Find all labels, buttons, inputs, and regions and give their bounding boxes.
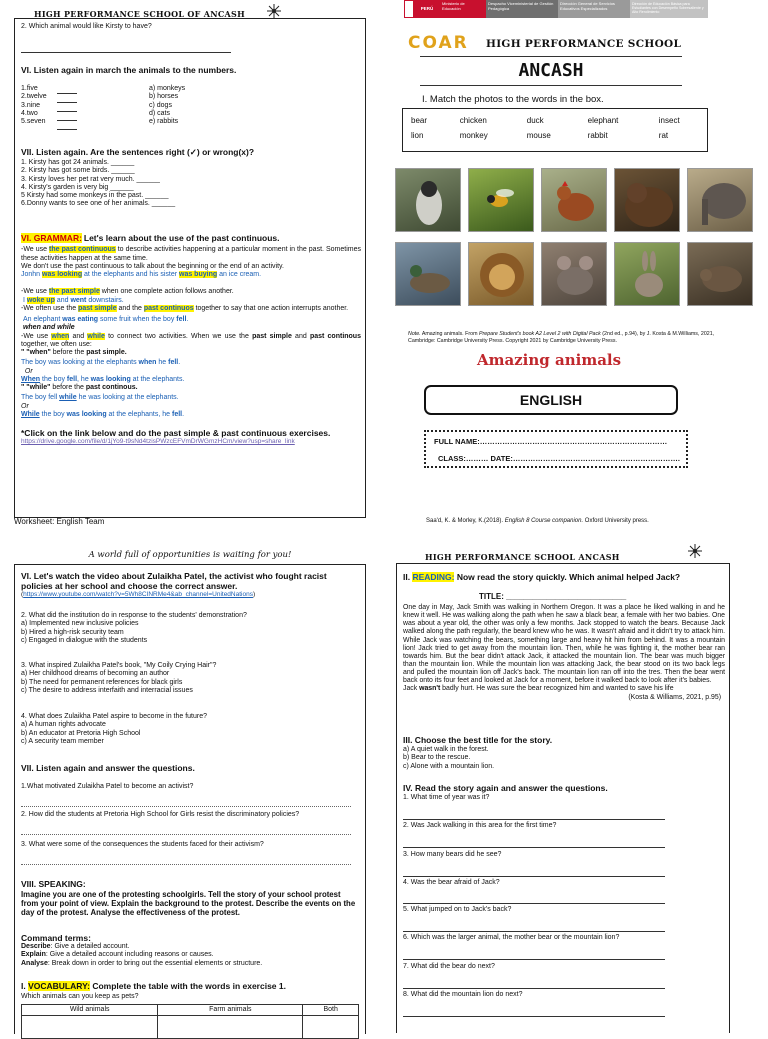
- school-title: HIGH PERFORMANCE SCHOOL: [486, 38, 682, 50]
- section-3-title: III. Choose the best title for the story.: [403, 735, 553, 745]
- section-6-video-title: VI. Let's watch the video about Zulaikha Patel, the activist who fought racist policies at her school and choose the correct answer.: [21, 571, 327, 592]
- bottom-left-page-frame: [14, 564, 366, 1034]
- rq-4: 4. Was the bear afraid of Jack?: [403, 879, 500, 886]
- answer-line[interactable]: [403, 846, 665, 848]
- animal-item: b) horses: [149, 93, 179, 101]
- mcq-3: 3. What inspired Zulaikha Patel's book, "My Coily Crying Hair"? a) Her childhood dreams of becoming an author b) The need for permanent references for black girls c) The desire to address interfaith and interracial issues: [21, 662, 217, 694]
- photo-monkey: [395, 168, 461, 232]
- worksheet-footer: Worksheet: English Team: [14, 517, 105, 526]
- word-rabbit: rabbit: [587, 131, 608, 141]
- option[interactable]: c) A security team member: [21, 737, 104, 745]
- photo-bear: [614, 168, 680, 232]
- photo-elephant: [687, 168, 753, 232]
- title-options: [403, 746, 494, 771]
- vocabulary-title: I. VOCABULARY: Complete the table with the words in exercise 1.: [21, 981, 286, 991]
- grammar-section: VI. GRAMMAR: Let's learn about the use of the past continuous. -We use the past continuous to describe activities happening at a particular moment in the past. Sometimes these activities happen at the same time. We don't use the past continuous to talk about the beginning or the end of an activity. Jonhn was looking at the elephants and his sister was buying an ice cream. -We use the past simple when one complete action follows another. I woke up and went downstairs. -We often use the past simple and the past continuos together to say that one action interrupts another. An elephant was eating some fruit when the boy fell. when and while -We use when and while to connect two activities. When we use the past simple and past continous together, we often use: " "when" before the past simple. The boy was looking at the elephants when he fell. Or When the boy fell, he was looking at the elephants. " "while" before the past continous. The boy fell while he was looking at the elephants. Or While the boy was looking at the elephants, he fell. *Click on the link below and do the past simple & past continuous exercises. https://drive.google.com/file/d/1jYo9-t9sNd4tzisPWzcEFVmDrWGmzHCm/view?usp=share_link: [21, 233, 361, 446]
- mcq-4: 4. What does Zulaikha Patel aspire to become in the future? a) A human rights advocate b) An educator at Pretoria High School c) A security team member: [21, 713, 207, 745]
- option[interactable]: c) Alone with a mountain lion.: [403, 762, 495, 770]
- number-item: 4.two: [21, 109, 38, 117]
- rq-5: 5. What jumped on to Jack's back?: [403, 906, 512, 913]
- option[interactable]: b) Hired a high-risk security team: [21, 628, 124, 636]
- sentence-item: 2. Kirsty has got some birds. ______: [21, 167, 135, 175]
- ornament-icon: [688, 544, 702, 558]
- answer-line[interactable]: [403, 818, 665, 820]
- exercise-link[interactable]: https://drive.google.com/file/d/1jYo9-t9sNd4tzisPWzcEFVmDrWGmzHCm/view?usp=share_link: [21, 438, 295, 446]
- option[interactable]: c) Engaged in dialogue with the students: [21, 636, 148, 644]
- open-q-2: 2. How did the students at Pretoria High School for Girls resist the discriminatory policies?: [21, 811, 300, 818]
- rq-8: 8. What did the mountain lion do next?: [403, 991, 523, 998]
- word-mouse: mouse: [526, 131, 551, 141]
- word-lion: lion: [411, 131, 424, 141]
- table-cell[interactable]: [158, 1016, 303, 1039]
- full-name-field[interactable]: FULL NAME:…………………………………………………………………: [434, 437, 668, 446]
- table-cell[interactable]: [22, 1016, 158, 1039]
- vocab-table: [21, 1004, 359, 1039]
- option[interactable]: a) Implemented new inclusive policies: [21, 620, 139, 628]
- answer-line[interactable]: [21, 833, 351, 835]
- photo-chicken: [541, 168, 607, 232]
- amazing-animals-title: Amazing animals: [476, 351, 622, 369]
- sentence-item: 3. Kirsty loves her pet rat very much. ______: [21, 175, 160, 183]
- word-box: [402, 108, 708, 152]
- table-header: Farm animals: [158, 1005, 303, 1016]
- blank-lines[interactable]: [57, 85, 77, 130]
- story-text: One day in May, Jack Smith was walking in Northern Oregon. It was a place he liked walking in and he knew it well. He was walking along the path when he saw a black bear, a female with her two babies. One was about a year old, the other was only a few months. Jack stopped to watch the bears. Because Jack walked along the path regularly, the beard knew who he was. It wasn't afraid and it didn't try to attack him. While Jack was watching the bears, something large and heavy hit him from behind. It was a mountain lion! Jack tried to get away from the mountain lion. Then, while he was fighting it, the mother bear ran towards him. But the bear didn't attack Jack, it attacked the mountain lion. The bear was much bigger than the mountain lion. While the mountain lion was attacking Jack, the bear stood on its two back legs and pulled the mountain lion off Jack's back. The mountain lion ran off into the tres. Then the bear went back onto its four feet and looked at Jack for a moment, before it walked back to look after it's babies. Jack wasn't badly hurt. He was sure the bear recognized him and wanted to save his life (Kosta & Williams, 2021, p.95): [403, 604, 725, 701]
- answer-line[interactable]: [403, 1015, 665, 1017]
- bottom-right-page-frame: [396, 563, 730, 1033]
- coar-logo: COAR: [408, 33, 469, 53]
- word-elephant: elephant: [587, 116, 619, 125]
- photo-lion: [468, 242, 534, 306]
- table-cell[interactable]: [303, 1016, 359, 1039]
- section-4-title: IV. Read the story again and answer the questions.: [403, 783, 608, 793]
- rq-2: 2. Was Jack walking in this area for the first time?: [403, 822, 557, 829]
- ornament-icon: [267, 4, 281, 18]
- match-title: I. Match the photos to the words in the box.: [422, 94, 604, 105]
- animal-item: c) dogs: [149, 101, 172, 109]
- school-header-top-left: HIGH PERFORMANCE SCHOOL OF ANCASH: [34, 9, 245, 19]
- animals-list: [149, 85, 185, 126]
- command-terms-title: Command terms:: [21, 933, 91, 943]
- photo-rat: [687, 242, 753, 306]
- answer-line[interactable]: [403, 958, 665, 960]
- speaking-prompt: Imagine you are one of the protesting schoolgirls. Tell the story of your school protest from your point of view. Explain the background to the protest. Describe the events on the day of the protest. Analyse the effectiveness of the protest.: [21, 890, 356, 918]
- open-q-3: 3. What were some of the consequences the students faced for their activism?: [21, 841, 264, 848]
- banner: A world full of opportunities is waiting for you!: [88, 550, 292, 560]
- rq-1: 1. What time of year was it?: [403, 794, 490, 801]
- section-7-title: VII. Listen again. Are the sentences right (✓) or wrong(x)?: [21, 147, 255, 157]
- answer-line[interactable]: [403, 875, 665, 877]
- student-info-box: [424, 430, 688, 468]
- word-chicken: chicken: [459, 116, 487, 125]
- mcq-2: 2. What did the institution do in response to the students' demonstration? a) Implemented new inclusive policies b) Hired a high-risk security team c) Engaged in dialogue with the students: [21, 612, 247, 644]
- title-blank[interactable]: TITLE: ___________________________: [479, 592, 627, 601]
- numbers-list: [21, 85, 47, 126]
- option[interactable]: a) A human rights advocate: [21, 721, 106, 729]
- table-header: Wild animals: [22, 1005, 158, 1016]
- word-duck: duck: [526, 116, 544, 125]
- photo-insect: [468, 168, 534, 232]
- sentence-item: 1. Kirsty has got 24 animals. ______: [21, 159, 135, 166]
- option[interactable]: a) Her childhood dreams of becoming an author: [21, 670, 170, 678]
- ancash-title: ANCASH: [420, 56, 682, 86]
- answer-line[interactable]: [403, 930, 665, 932]
- word-rat: rat: [658, 131, 669, 141]
- rq-3: 3. How many bears did he see?: [403, 851, 502, 858]
- option[interactable]: b) Bear to the rescue.: [403, 754, 471, 762]
- number-item: 3.nine: [21, 101, 41, 109]
- option[interactable]: b) The need for permanent references for black girls: [21, 678, 183, 686]
- citation: Saa'd, K. & Morley, K.(2018). English 8 Course companion. Oxford University press.: [426, 518, 649, 524]
- sentence-item: 5 Kirsty had some monkeys in the past. ______: [21, 192, 169, 199]
- english-label: ENGLISH: [424, 385, 678, 415]
- question-2: 2. Which animal would like Kirsty to have?: [21, 23, 152, 30]
- section-7-listen-title: VII. Listen again and answer the questions.: [21, 763, 195, 773]
- sentence-item: 6.Donny wants to see one of her animals. ______: [21, 200, 176, 208]
- video-link[interactable]: https://www.youtube.com/watch?v=5Wh8CINRMe4&ab_channel=UnitedNations: [23, 591, 253, 598]
- open-q-1: 1.What motivated Zulaikha Patel to become an activist?: [21, 783, 194, 790]
- photo-rabbit: [614, 242, 680, 306]
- vocabulary-question: Which animals can you keep as pets?: [21, 993, 139, 1000]
- command-terms: Describe: Give a detailed account. Explain: Give a detailed account including reasons or causes. Analyse: Break down in order to bring out the essential elements or structure.: [21, 943, 263, 967]
- class-date-field[interactable]: CLASS:……… DATE:………………………………………………………….: [438, 454, 680, 463]
- table-header: Both: [303, 1005, 359, 1016]
- animal-item: d) cats: [149, 109, 171, 117]
- sentences-list: [21, 159, 175, 209]
- rq-6: 6. Which was the larger animal, the mother bear or the mountain lion?: [403, 934, 620, 941]
- option[interactable]: c) The desire to address interfaith and interracial issues: [21, 686, 193, 694]
- animal-item: a) monkeys: [149, 85, 186, 92]
- rq-7: 7. What did the bear do next?: [403, 963, 495, 970]
- answer-line[interactable]: [21, 805, 351, 807]
- word-monkey: monkey: [459, 131, 488, 141]
- top-left-page-frame: [14, 18, 366, 518]
- word-insect: insect: [658, 116, 680, 125]
- option[interactable]: b) An educator at Pretoria High School: [21, 729, 141, 737]
- answer-line[interactable]: [21, 863, 351, 865]
- option[interactable]: a) A quiet walk in the forest.: [403, 746, 489, 753]
- word-bear: bear: [411, 116, 428, 125]
- sentence-item: 4. Kirsty's garden is very big ______: [21, 183, 134, 191]
- peru-shield-icon: [404, 0, 414, 18]
- number-item: 1.five: [21, 85, 38, 92]
- number-item: 2.twelve: [21, 93, 47, 101]
- answer-line[interactable]: [403, 902, 665, 904]
- photo-mouse: [541, 242, 607, 306]
- answer-line[interactable]: [403, 987, 665, 989]
- photo-duck: [395, 242, 461, 306]
- section-6-title: VI. Listen again in march the animals to the numbers.: [21, 65, 237, 75]
- school-header-bottom-right: HIGH PERFORMANCE SCHOOL ANCASH: [425, 552, 620, 562]
- answer-line[interactable]: [21, 51, 231, 53]
- video-link-wrap: (https://www.youtube.com/watch?v=5Wh8CINRMe4&ab_channel=UnitedNations): [21, 591, 256, 598]
- number-item: 5.seven: [21, 118, 46, 125]
- speaking-title: VIII. SPEAKING:: [21, 879, 86, 889]
- photo-note: Note. Amazing animals. From Prepare Student's book A2 Level 2 with Digital Pack (2nd ed., p.94), by J. Kosta & M.Williams, 2021, Cambridge: Cambridge University Press. Copyright 2021 by Cambridge University Press.: [408, 331, 715, 344]
- gov-header-bar: PERÚ Ministerio de Educación Despacho Viceministerial de Gestión Pedagógica Dirección General de Servicios Educativos Especializados Dirección de Educación Básica para Estudiantes con Desempeño Sobresaliente y Alto Rendimiento: [404, 0, 708, 18]
- reading-title: II. READING: Now read the story quickly. Which animal helped Jack?: [403, 572, 681, 582]
- animal-item: e) rabbits: [149, 118, 179, 125]
